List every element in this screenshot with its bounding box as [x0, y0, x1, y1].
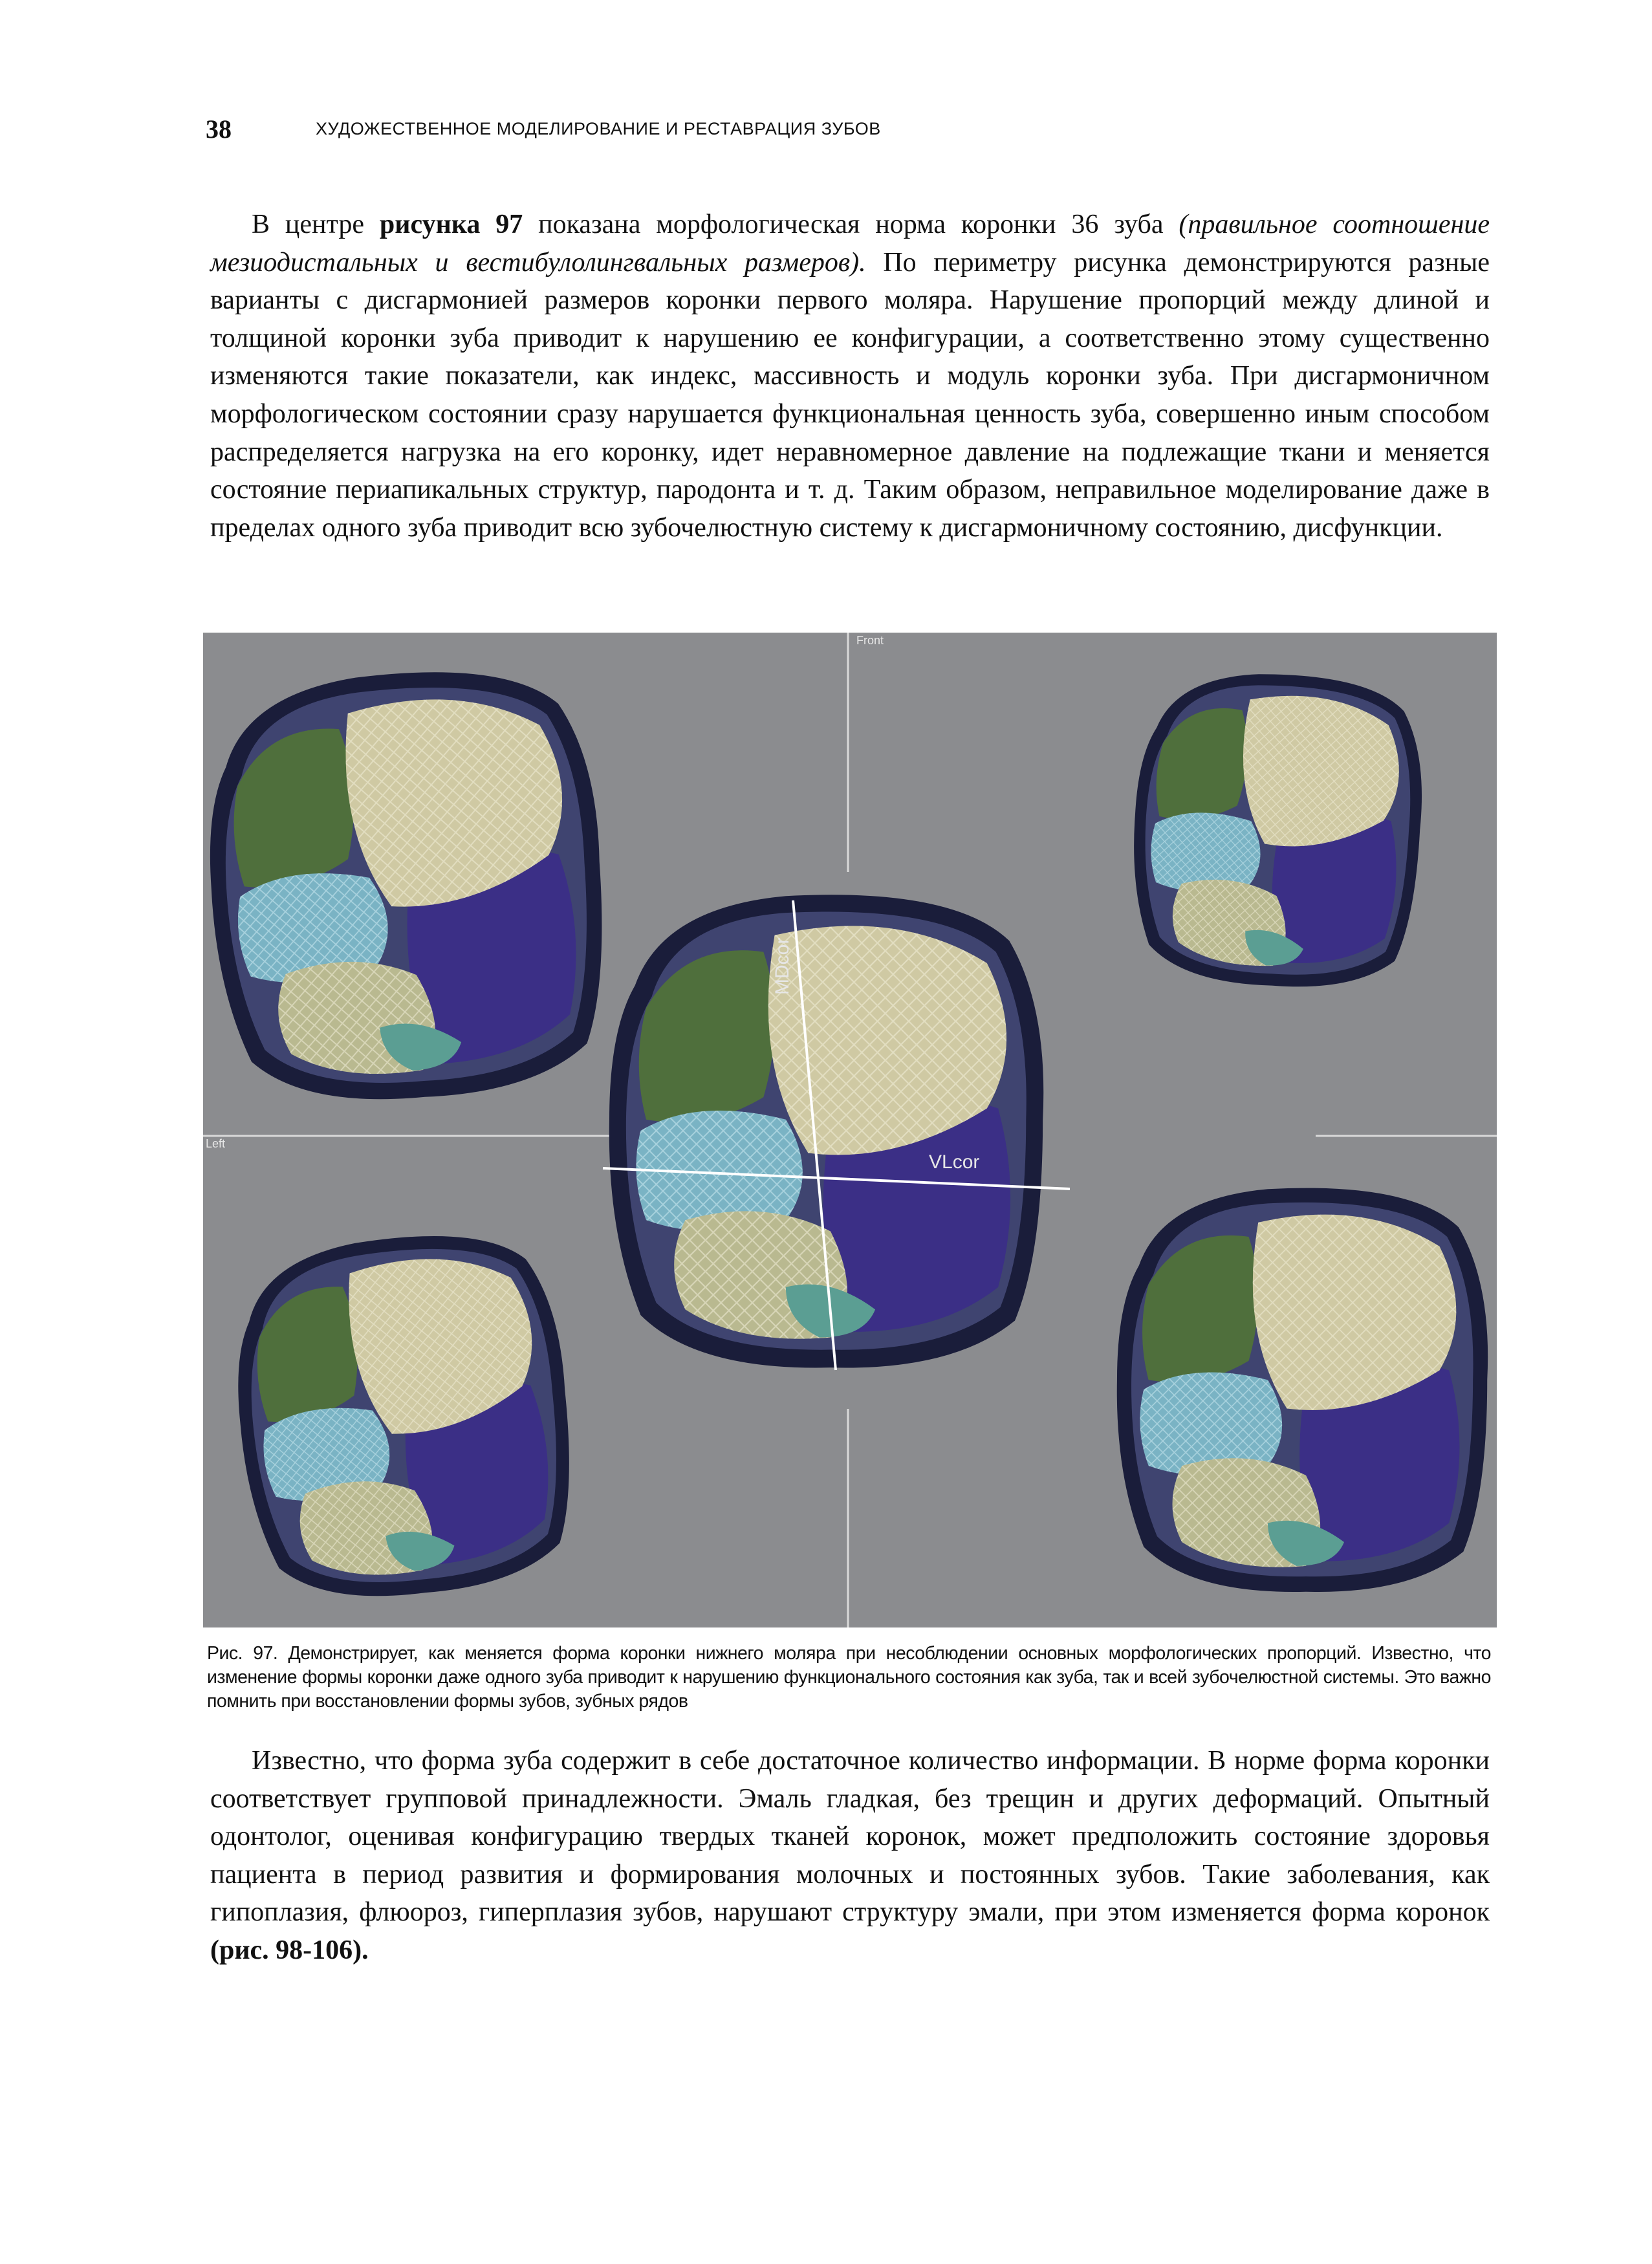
tooth-variant-top-right: [1127, 668, 1428, 994]
viewport-label-left: Left: [206, 1137, 226, 1150]
text-span: показана морфологическая норма коронки 36 зуба: [523, 210, 1179, 239]
vl-axis-label: VLcor: [929, 1151, 980, 1173]
text-span: В центре: [252, 210, 380, 239]
md-axis-label: MDcor: [772, 937, 793, 995]
paragraph-form-information: [210, 1742, 1490, 1970]
paragraph-intro: [210, 206, 1490, 547]
tooth-norm-center: [609, 895, 1043, 1367]
text-span: По периметру рисунка демонстрируются разные варианты с дисгармонией размеров коронки первого моляра. Нарушение пропорций между длиной и толщиной коронки зуба приводит к нарушению ее конфигурации, а соответственно этому существенно изменяются такие показатели, как индекс, массивность и модуль коронки зуба. При дисгармоничном морфологическом состоянии сразу нарушается функциональная ценность зуба, совершенно иным способом распределяется нагрузка на его коронку, идет неравномерное давление на подлежащие ткани и меняется состояние периапикальных структур, пародонта и т. д. Таким образом, неправильное моделирование даже в пределах одного зуба приводит всю зубочелюстную систему к дисгармоничному состоянию, дисфункции.: [210, 247, 1490, 543]
page-number: 38: [206, 114, 232, 144]
figure-reference: рисунка 97: [379, 210, 523, 239]
figure-reference: (рис. 98-106).: [210, 1935, 369, 1965]
italic-note: (правильное соотношение мезиодистальных и вестибулолингвальных размеров).: [210, 210, 1490, 278]
tooth-variant-bottom-right: [1117, 1188, 1488, 1592]
tooth-variant-top-left: [203, 660, 616, 1111]
figure-caption: Рис. 97. Демонстрирует, как меняется форма коронки нижнего моляра при несоблюдении основных морфологических пропорций. Известно, что изменение формы коронки даже одного зуба приводит к нарушению функционального состояния как зуба, так и всей зубочелюстной системы. Это важно помнить при восстановлении формы зубов, зубных рядов: [207, 1643, 1491, 1712]
figure-97-graphic: [203, 633, 1497, 1627]
viewport-label-front: Front: [856, 634, 884, 647]
running-head: ХУДОЖЕСТВЕННОЕ МОДЕЛИРОВАНИЕ И РЕСТАВРАЦИЯ ЗУБОВ: [316, 119, 881, 138]
text-span: Известно, что форма зуба содержит в себе достаточное количество информации. В норме форма коронки соответствует групповой принадлежности. Эмаль гладкая, без трещин и других деформаций. Опытный одонтолог, оценивая конфигурацию твердых тканей коронок, может предположить состояние здоровья пациента в период развития и формирования молочных и постоянных зубов. Такие заболевания, как гипоплазия, флюороз, гиперплазия зубов, нарушают структуру эмали, при этом изменяется форма коронок: [210, 1746, 1490, 1928]
tooth-variant-bottom-left: [223, 1222, 585, 1610]
figure-97: [203, 633, 1497, 1627]
